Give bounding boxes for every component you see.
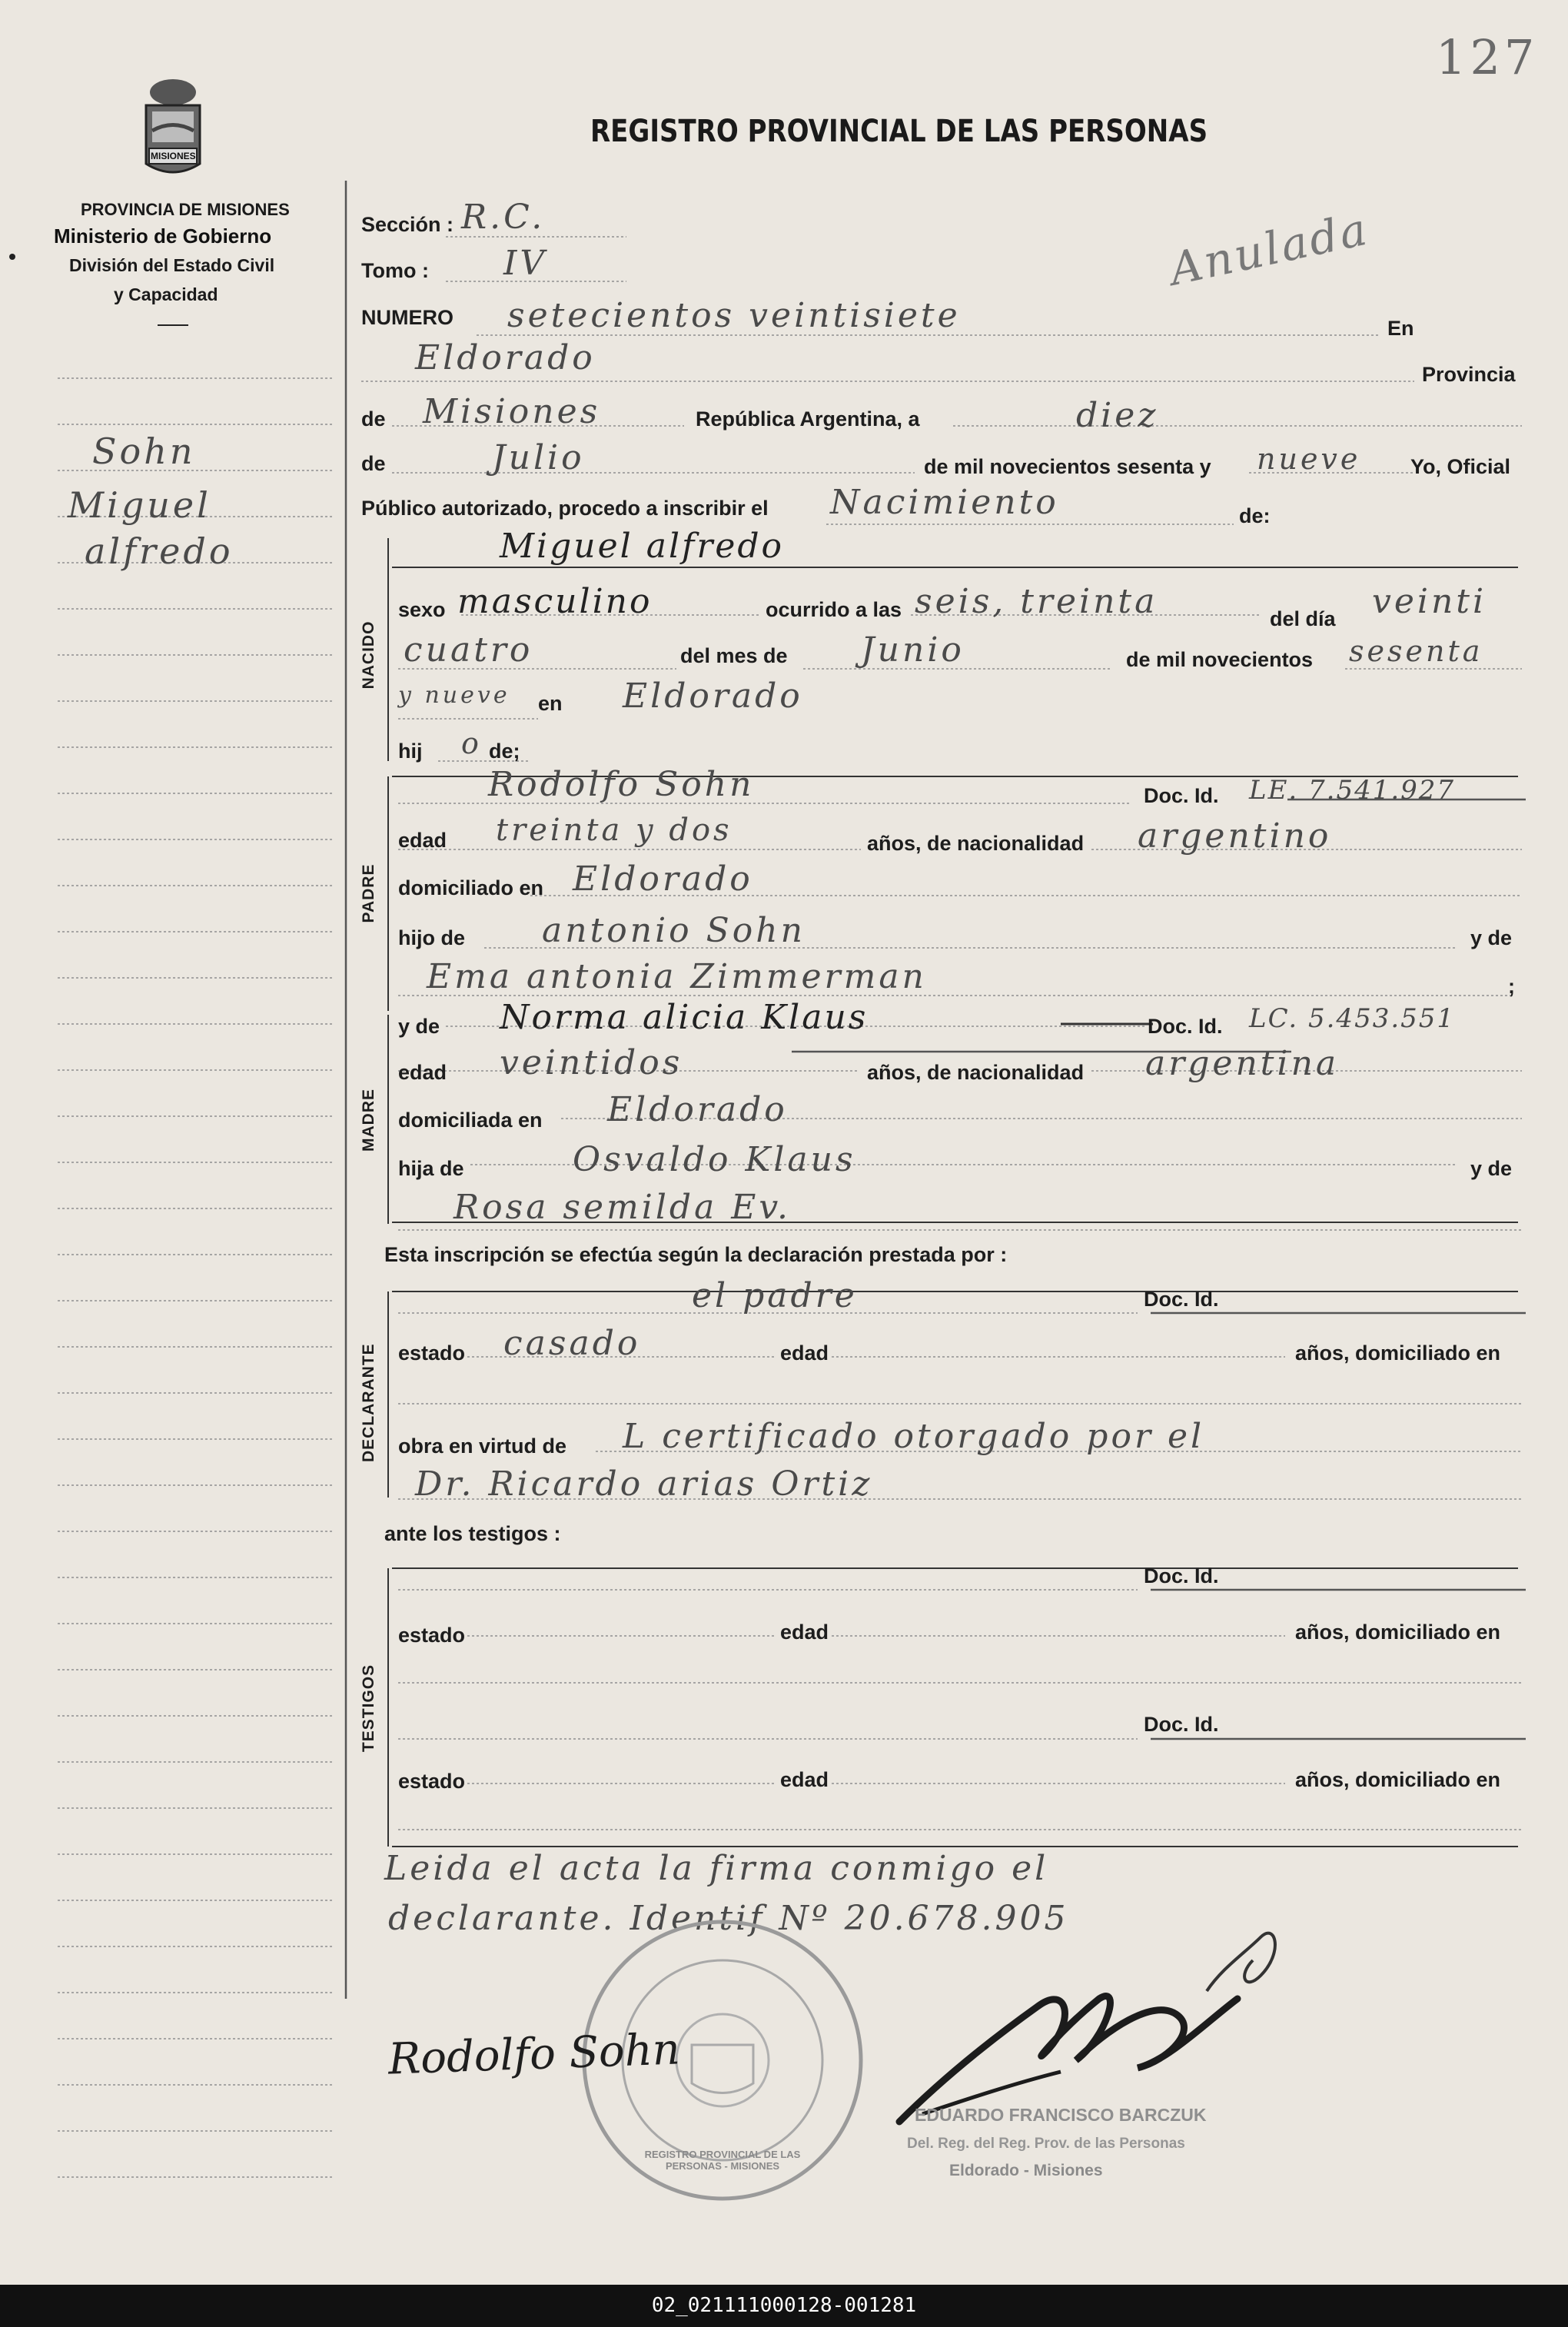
label-ocurrido: ocurrido a las [766,598,902,621]
value-declarante: el padre [692,1276,858,1315]
value-madre-doc: LC. 5.453.551 [1249,1003,1456,1034]
value-ano-nac-2: y nueve [398,682,510,709]
label-en: En [1387,317,1414,340]
official-name-stamp: EDUARDO FRANCISCO BARCZUK [915,2105,1207,2125]
value-provincia: Misiones [423,392,601,431]
value-localidad: Eldorado [415,338,596,377]
label-madre-hija-de: hija de [398,1157,464,1180]
label-declarante-edad: edad [780,1341,829,1365]
label-padre-edad: edad [398,829,447,852]
value-madre-nac: argentina [1145,1044,1340,1083]
label-padre-hijo-de: hijo de [398,926,465,949]
label-padre-nac: años, de nacionalidad [867,832,1085,855]
value-padre-hijo-de: antonio Sohn [542,911,806,950]
official-signature [876,1906,1307,2137]
label-madre-doc: Doc. Id. [1148,1015,1223,1038]
label-testigo1-anos: años, domiciliado en [1295,1621,1501,1644]
label-mil-sesenta: de mil novecientos sesenta y [924,455,1211,478]
label-yo-oficial: Yo, Oficial [1410,455,1511,478]
value-mes: Julio [492,438,585,477]
value-declarante-estado: casado [503,1324,641,1363]
archive-id-footer: 02_021111000128-001281 [0,2285,1568,2327]
label-madre-edad: edad [398,1061,447,1084]
label-del-dia: del día [1270,607,1336,630]
value-dia-nac-2: cuatro [404,630,533,670]
division-line-1: División del Estado Civil [69,255,275,275]
label-ante-testigos: ante los testigos : [384,1522,561,1545]
label-publico: Público autorizado, procedo a inscribir el [361,497,769,520]
label-de-colon: de: [1239,504,1271,527]
value-nombre: Miguel alfredo [500,527,785,566]
value-ano-nac-1: sesenta [1349,634,1483,668]
value-lugar-nac: Eldorado [623,676,803,716]
value-dia: diez [1076,396,1159,435]
page-number: 127 [1436,29,1539,85]
value-madre-edad: veintidos [500,1043,683,1082]
value-madre-hija-de: Osvaldo Klaus [573,1140,856,1179]
value-madre-nombre: Norma alicia Klaus [500,998,869,1037]
value-obra-1: L certificado otorgado por el [623,1417,1205,1456]
label-madre-nac: años, de nacionalidad [867,1061,1085,1084]
label-testigo1-doc: Doc. Id. [1144,1564,1219,1587]
value-dia-nac-1: veinti [1372,582,1487,621]
label-esta-inscripcion: Esta inscripción se efectúa según la declaración prestada por : [384,1243,1008,1266]
value-madre-dom: Eldorado [607,1090,788,1129]
value-tomo: IV [503,244,548,283]
label-republica: República Argentina, a [696,407,920,430]
label-testigo2-doc: Doc. Id. [1144,1713,1219,1736]
label-testigo2-anos: años, domiciliado en [1295,1768,1501,1791]
round-stamp-text: REGISTRO PROVINCIAL DE LAS PERSONAS - MISIONES [644,2149,801,2172]
registry-title: REGISTRO PROVINCIAL DE LAS PERSONAS [590,114,1208,149]
label-declarante-anos: años, domiciliado en [1295,1341,1501,1365]
label-madre-dom: domiciliada en [398,1109,543,1132]
label-mil-novecientos: de mil novecientos [1126,648,1314,671]
value-sexo: masculino [457,582,653,621]
province-name: PROVINCIA DE MISIONES [81,200,290,219]
section-nacido: NACIDO [360,620,377,690]
value-padre-edad: treinta y dos [496,813,733,848]
label-declarante-estado: estado [398,1341,466,1365]
label-declarante-doc: Doc. Id. [1144,1288,1219,1311]
ministry-name: Ministerio de Gobierno [54,224,272,248]
label-madre-y-de-2: y de [1470,1157,1513,1180]
label-testigo2-estado: estado [398,1770,466,1793]
closing-line-1: Leida el acta la firma conmigo el [384,1849,1049,1888]
value-madre-y-de: Rosa semilda Ev. [453,1188,792,1227]
margin-name-1: Miguel [68,484,211,526]
official-location-stamp: Eldorado - Misiones [949,2162,1103,2179]
label-hij: hij [398,740,423,763]
value-mes-nac: Junio [861,630,965,670]
label-testigo2-edad: edad [780,1768,829,1791]
value-padre-dom: Eldorado [573,859,753,899]
margin-name-2: alfredo [85,530,234,572]
margin-surname: Sohn [92,430,196,472]
label-en-lugar: en [538,692,563,715]
value-numero: setecientos veintisiete [507,296,961,335]
value-seccion: R.C. [461,198,546,237]
label-obra: obra en virtud de [398,1434,567,1458]
section-padre: PADRE [360,863,377,923]
label-padre-dom: domiciliado en [398,876,544,899]
value-padre-nombre: Rodolfo Sohn [488,765,755,804]
label-testigo1-estado: estado [398,1624,466,1647]
label-seccion: Sección : [361,213,454,236]
section-declarante: DECLARANTE [360,1343,377,1462]
father-signature: Rodolfo Sohn [387,2024,681,2085]
value-padre-y-de: Ema antonia Zimmerman [427,957,927,996]
value-hij-suffix: o [461,726,482,760]
section-testigos: TESTIGOS [360,1664,377,1753]
annulled-annotation: Anulada [1164,202,1374,296]
seal-text: MISIONES [151,151,196,161]
label-de-provincia: de [361,407,386,430]
label-de-mes: de [361,452,386,475]
label-tomo: Tomo : [361,259,429,282]
label-de-semicolon: de; [489,740,520,763]
margin-bullet [9,254,15,260]
value-padre-nac: argentino [1138,816,1332,856]
label-provincia: Provincia [1422,363,1516,386]
value-padre-doc: LE. 7.541.927 [1249,775,1456,806]
section-madre: MADRE [360,1089,377,1152]
label-del-mes: del mes de [680,644,788,667]
closing-line-2: declarante. Identif Nº 20.678.905 [388,1899,1069,1938]
division-line-2: y Capacidad [114,284,218,304]
label-numero: NUMERO [361,306,453,329]
province-seal [138,73,208,188]
label-semicolon: ; [1508,975,1515,998]
label-sexo: sexo [398,598,446,621]
value-ano: nueve [1257,442,1361,476]
value-obra-2: Dr. Ricardo arias Ortiz [415,1464,873,1504]
label-padre-doc: Doc. Id. [1144,784,1219,807]
value-acto: Nacimiento [830,483,1059,522]
value-hora: seis, treinta [915,582,1158,621]
label-madre-y-de: y de [398,1015,440,1038]
label-testigo1-edad: edad [780,1621,829,1644]
official-title-stamp: Del. Reg. del Reg. Prov. de las Personas [907,2136,1185,2152]
label-padre-y-de: y de [1470,926,1513,949]
